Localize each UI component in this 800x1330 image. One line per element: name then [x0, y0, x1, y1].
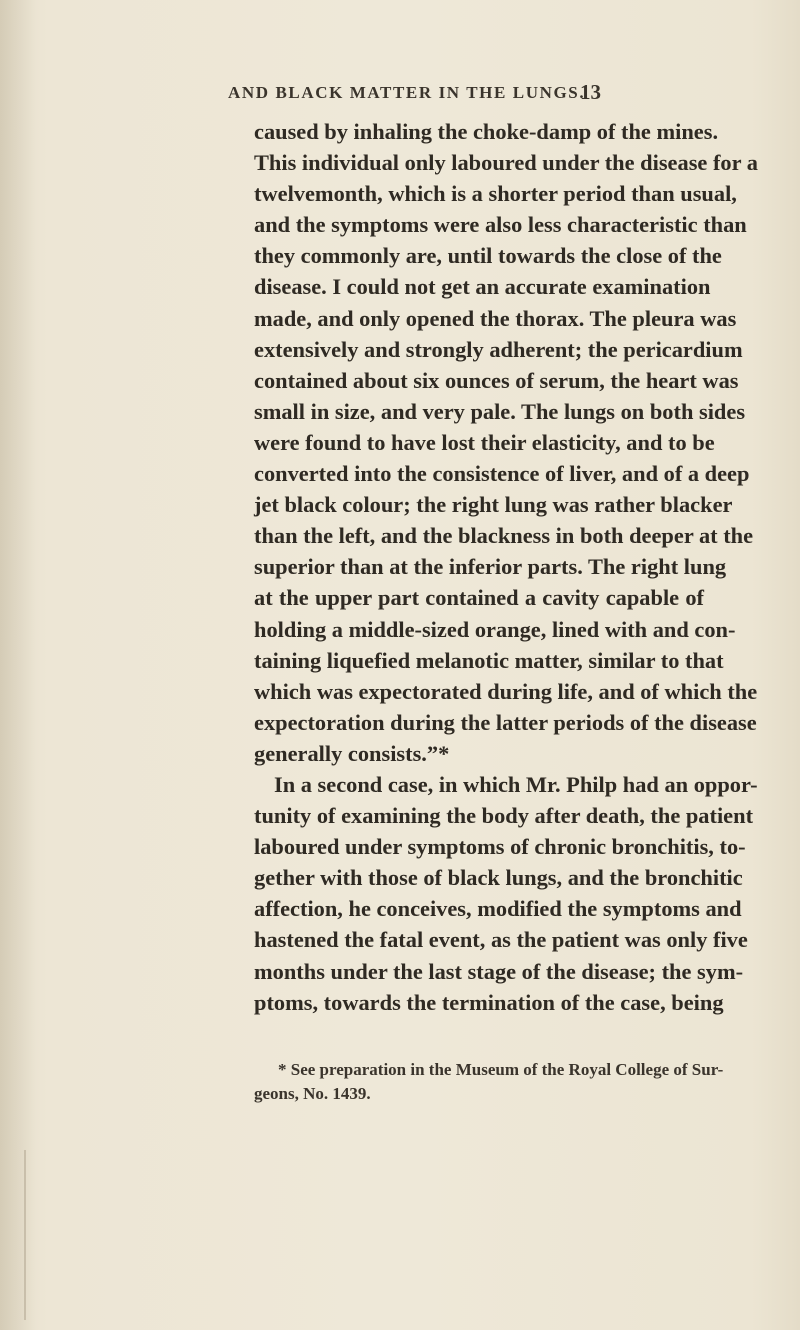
page-number: 13 — [580, 80, 601, 104]
text-line: disease. I could not get an accurate examination — [254, 274, 711, 300]
text-line: caused by inhaling the choke-damp of the mines. — [254, 119, 719, 144]
text-line: at the upper part contained a cavity capable of — [254, 585, 704, 611]
text-line: extensively and strongly adherent; the pericardium — [254, 336, 743, 362]
text-line: taining liquefied melanotic matter, similar to that — [254, 647, 724, 673]
page-fold-mark — [24, 1150, 26, 1320]
page-edge-shadow — [0, 0, 36, 1330]
text-line: contained about six ounces of serum, the heart was — [254, 367, 739, 393]
text-line: gether with those of black lungs, and the bronchitic — [254, 865, 743, 891]
text-line: expectoration during the latter periods of the disease — [254, 709, 757, 735]
text-line: ptoms, towards the termination of the case, being — [254, 989, 724, 1015]
text-line: and the symptoms were also less characteristic than — [254, 212, 747, 238]
footnote-line: * See preparation in the Museum of the Royal College of Sur- — [278, 1060, 724, 1079]
text-line: were found to have lost their elasticity, and to be — [254, 429, 715, 455]
text-line: which was expectorated during life, and of which the — [254, 678, 758, 704]
text-line: they commonly are, until towards the close of the — [254, 243, 722, 269]
text-line: laboured under symptoms of chronic bronchitis, to- — [254, 834, 746, 860]
text-line: converted into the consistence of liver, and of a deep — [254, 461, 750, 487]
text-line: superior than at the inferior parts. The right lung — [254, 554, 727, 580]
footnote — [254, 1058, 724, 1106]
text-line: This individual only laboured under the disease for a — [254, 150, 758, 176]
text-line: than the left, and the blackness in both deeper at the — [254, 523, 754, 549]
running-header: AND BLACK MATTER IN THE LUNGS. — [228, 83, 586, 102]
text-line: twelvemonth, which is a shorter period than usual, — [254, 181, 737, 207]
text-line: holding a middle-sized orange, lined with and con- — [254, 616, 736, 642]
text-line: generally consists.”* — [254, 740, 450, 766]
text-line: tunity of examining the body after death, the patient — [254, 803, 754, 829]
text-line: small in size, and very pale. The lungs on both sides — [254, 398, 746, 424]
footnote-line: geons, No. 1439. — [254, 1084, 371, 1103]
text-line: affection, he conceives, modified the symptoms and — [254, 896, 742, 922]
text-line: hastened the fatal event, as the patient was only five — [254, 927, 748, 953]
text-line: jet black colour; the right lung was rather blacker — [254, 492, 733, 518]
text-line: made, and only opened the thorax. The pleura was — [254, 305, 737, 331]
text-line: months under the last stage of the disease; the sym- — [254, 958, 744, 984]
body-text — [254, 116, 758, 1036]
text-line: In a second case, in which Mr. Philp had an oppor- — [274, 771, 758, 797]
